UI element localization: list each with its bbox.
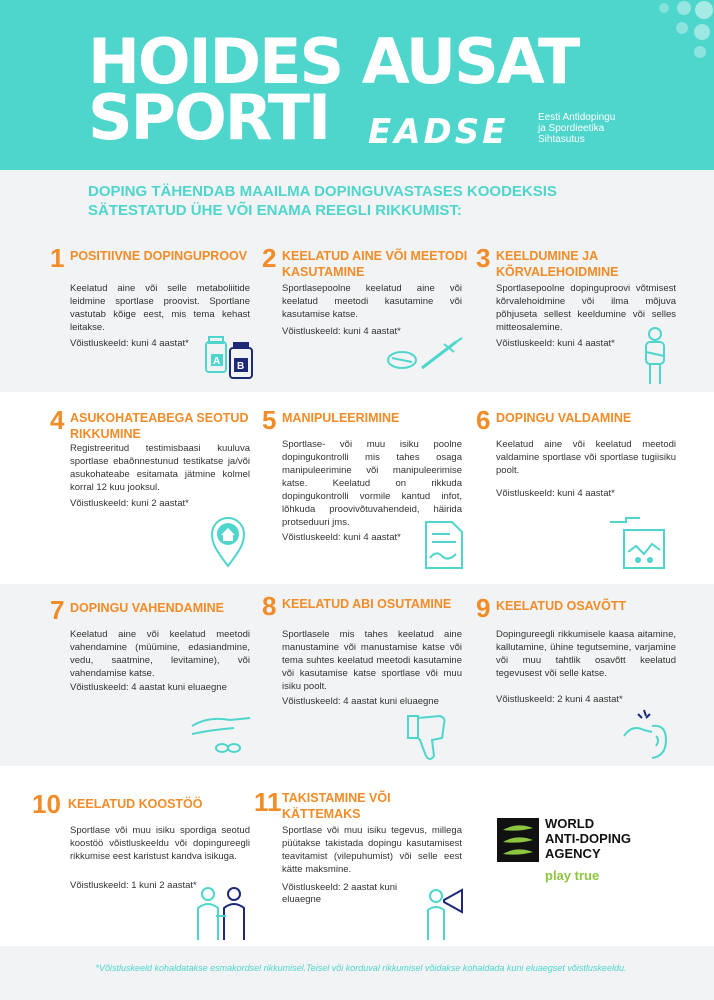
rule-penalty: Võistluskeeld: 4 aastat kuni eluaegne bbox=[282, 696, 439, 707]
org-line-2: ja Spordieetika bbox=[538, 123, 605, 134]
rule-text: Sportlasele mis tahes keelatud aine manustamine või manustamise katse või tema suhtes keelatud meetodi kasutamine või kasutamise katse sportlase või muu isiku poolt. bbox=[282, 629, 462, 692]
wada-line-1: WORLD bbox=[545, 816, 595, 831]
rule-title: KEELATUD KOOSTÖÖ bbox=[68, 797, 203, 811]
megaphone-person-icon bbox=[422, 886, 468, 942]
wada-line-3: AGENCY bbox=[545, 846, 601, 861]
thumbs-down-icon bbox=[406, 712, 452, 764]
sample-bottles-icon bbox=[200, 334, 260, 384]
rule-penalty: Võistluskeeld: 2 kuni 4 aastat* bbox=[496, 694, 623, 705]
rule-title: TAKISTAMINE VÕI KÄTTEMAKS bbox=[282, 791, 391, 821]
rule-number: 1 bbox=[50, 243, 65, 273]
rule-text: Sportlase või muu isiku spordiga seotud koostöö võistluskeeldu või dopingureegli rikkumise eest karistust kandva isikuga. bbox=[70, 825, 250, 862]
rule-number: 5 bbox=[262, 405, 277, 435]
wada-line-2: ANTI-DOPING bbox=[545, 831, 631, 846]
rule-number: 3 bbox=[476, 243, 491, 273]
rule-number: 2 bbox=[262, 243, 277, 273]
wada-name bbox=[545, 816, 631, 861]
org-line-1: Eesti Antidopingu bbox=[538, 112, 616, 123]
rule-text: Keelatud aine või keelatud meetodi vahendamine (müümine, edasiandmine, vedu, saatmine, levitamine), või vahendamise katse. bbox=[70, 629, 250, 679]
rule-penalty: Võistluskeeld: 4 aastat kuni eluaegne bbox=[70, 682, 227, 693]
rule-title: KEELATUD OSAVÕTT bbox=[496, 599, 627, 613]
whisper-ear-icon bbox=[622, 706, 670, 762]
decorative-dots-icon bbox=[634, 0, 714, 80]
wada-logo bbox=[497, 816, 657, 886]
rule-title: KEELATUD ABI OSUTAMINE bbox=[282, 597, 452, 611]
rule-title: KEELDUMINE JA KÕRVALEHOIDMINE bbox=[496, 249, 619, 279]
document-form-icon bbox=[422, 520, 464, 570]
eadse-logo: EADSE bbox=[368, 112, 509, 152]
rule-title: MANIPULEERIMINE bbox=[282, 411, 400, 425]
rule-number: 9 bbox=[476, 593, 491, 623]
rule-penalty: Võistluskeeld: kuni 4 aastat* bbox=[496, 338, 615, 349]
rule-penalty: Võistluskeeld: kuni 4 aastat* bbox=[70, 338, 189, 349]
rule-text: Sportlase või muu isiku tegevus, millega püütakse takistada dopingu kasutamisest teavitamist (vilepuhumist) või selle eest kätte maksmine. bbox=[282, 825, 462, 875]
org-line-3: Sihtasutus bbox=[538, 134, 585, 145]
rule-text: Keelatud aine või selle metaboliitide leidmine sportlase proovist. Sportlane vastutab kõige eest, mis tema kehast leitakse. bbox=[70, 283, 250, 333]
rule-text: Sportlasepoolne keelatud aine või keelatud meetodi kasutamine või kasutamise katse. bbox=[282, 283, 462, 320]
org-name bbox=[538, 112, 658, 145]
rule-number: 6 bbox=[476, 405, 491, 435]
hand-giving-pills-icon bbox=[190, 712, 254, 756]
rule-title: KEELATUD AINE VÕI MEETODI KASUTAMINE bbox=[282, 249, 468, 279]
rule-penalty: Võistluskeeld: kuni 4 aastat* bbox=[282, 326, 401, 337]
wada-tagline: play true bbox=[545, 868, 600, 883]
box-with-pills-icon bbox=[608, 516, 670, 574]
rule-title: POSITIIVNE DOPINGUPROOV bbox=[70, 249, 248, 263]
wada-emblem-icon bbox=[497, 818, 539, 862]
rule-title: DOPINGU VALDAMINE bbox=[496, 411, 632, 425]
arms-crossed-person-icon bbox=[640, 326, 670, 386]
title-line-2: SPORTI bbox=[88, 81, 330, 154]
rule-penalty: Võistluskeeld: 1 kuni 2 aastat* bbox=[70, 880, 197, 891]
svg-text:B: B bbox=[237, 361, 245, 372]
rule-title: ASUKOHATEABEGA SEOTUD RIKKUMINE bbox=[70, 411, 249, 441]
rule-text: Sportlase- või muu isiku poolne dopingukontrolli mis tahes osaga manipuleerimine või manipuleerimise katse. Keelatud on rikkuda dopingukontrolli vormile kantud infot, lõhkuda proovivõtuvahendeid, häirida protseduuri jms. bbox=[282, 439, 462, 528]
rule-text: Registreeritud testimisbaasi kuuluva sportlase ebaõnnestunud testikatse ja/või asukohateabe esitamata jätmine kolmel korral 12 kuu jooksul. bbox=[70, 443, 250, 493]
rule-number: 8 bbox=[262, 591, 277, 621]
header-banner bbox=[0, 0, 714, 170]
rule-text: Dopingureegli rikkumisele kaasa aitamine, kallutamine, ühine tegutsemine, varjamine või muu tahtlik osavõtt keelatud tegevusest või selle katse. bbox=[496, 629, 676, 679]
rule-text: Sportlasepoolne dopinguproovi võtmisest kõrvalehoidmine või ilma mõjuva põhjuseta sellest keeldumine või selles mitteosalemine. bbox=[496, 283, 676, 333]
rule-text: Keelatud aine või keelatud meetodi valdamine sportlase või sportlase tugiisiku poolt. bbox=[496, 439, 676, 476]
two-people-icon bbox=[194, 886, 248, 942]
rule-title: DOPINGU VAHENDAMINE bbox=[70, 601, 224, 615]
intro-heading: DOPING TÄHENDAB MAAILMA DOPINGUVASTASES KOODEKSIS SÄTESTATUD ÜHE VÕI ENAMA REEGLI RIKKUMIST: bbox=[88, 183, 557, 219]
rule-number: 11 bbox=[254, 787, 282, 817]
title-line-1: HOIDES AUSAT bbox=[88, 25, 579, 98]
location-home-icon bbox=[208, 516, 248, 568]
rule-number: 4 bbox=[50, 405, 65, 435]
rule-number: 10 bbox=[32, 789, 61, 819]
pills-syringe-icon bbox=[384, 336, 464, 376]
rule-penalty: Võistluskeeld: kuni 4 aastat* bbox=[282, 532, 401, 543]
rule-penalty: Võistluskeeld: 2 aastat kuni eluaegne bbox=[282, 882, 398, 905]
footnote: *Võistluskeeld kohaldatakse esmakordsel rikkumisel.Teisel või korduval rikkumisel võidakse kohaldada kuni eluaegset võistluskeeldu. bbox=[95, 963, 627, 973]
rule-penalty: Võistluskeeld: kuni 2 aastat* bbox=[70, 498, 189, 509]
rule-penalty: Võistluskeeld: kuni 4 aastat* bbox=[496, 488, 615, 499]
svg-text:A: A bbox=[213, 356, 221, 367]
rule-number: 7 bbox=[50, 595, 65, 625]
